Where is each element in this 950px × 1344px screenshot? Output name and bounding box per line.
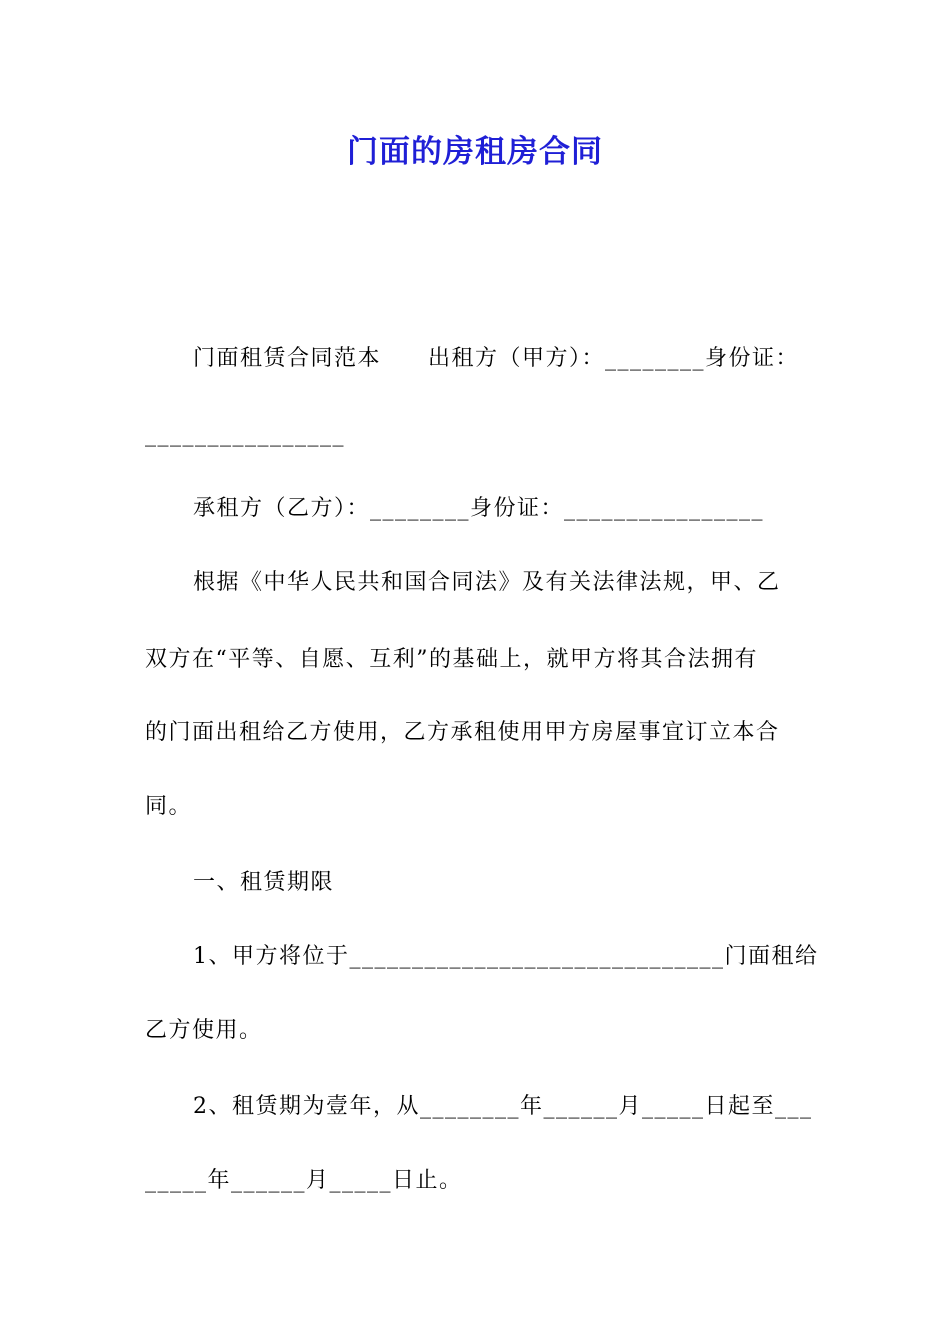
clause-2-line-2: _____年______月_____日止。 [145,1168,463,1193]
document-title: 门面的房租房合同 [347,134,603,170]
preamble-line-1: 根据《中华人民共和国合同法》及有关法律法规，甲、乙 [193,570,781,595]
clause-1-line-1: 1、甲方将位于______________________________门面租给 [193,944,819,969]
preamble-line-4: 同。 [145,794,193,819]
preamble-line-2: 双方在“平等、自愿、互利”的基础上，就甲方将其合法拥有 [145,647,758,672]
lessee-line: 承租方（乙方）：________身份证：________________ [193,496,765,521]
section-heading-term: 一、租赁期限 [193,870,335,895]
clause-2-line-1: 2、租赁期为壹年，从________年______月_____日起至___ [193,1094,813,1119]
intro-lessor-line: 门面租赁合同范本 出租方（甲方）：________身份证： [193,346,800,371]
preamble-line-3: 的门面出租给乙方使用，乙方承租使用甲方房屋事宜订立本合 [145,720,780,745]
clause-1-line-2: 乙方使用。 [145,1018,263,1043]
lessor-id-blank-line: ________________ [145,422,345,447]
